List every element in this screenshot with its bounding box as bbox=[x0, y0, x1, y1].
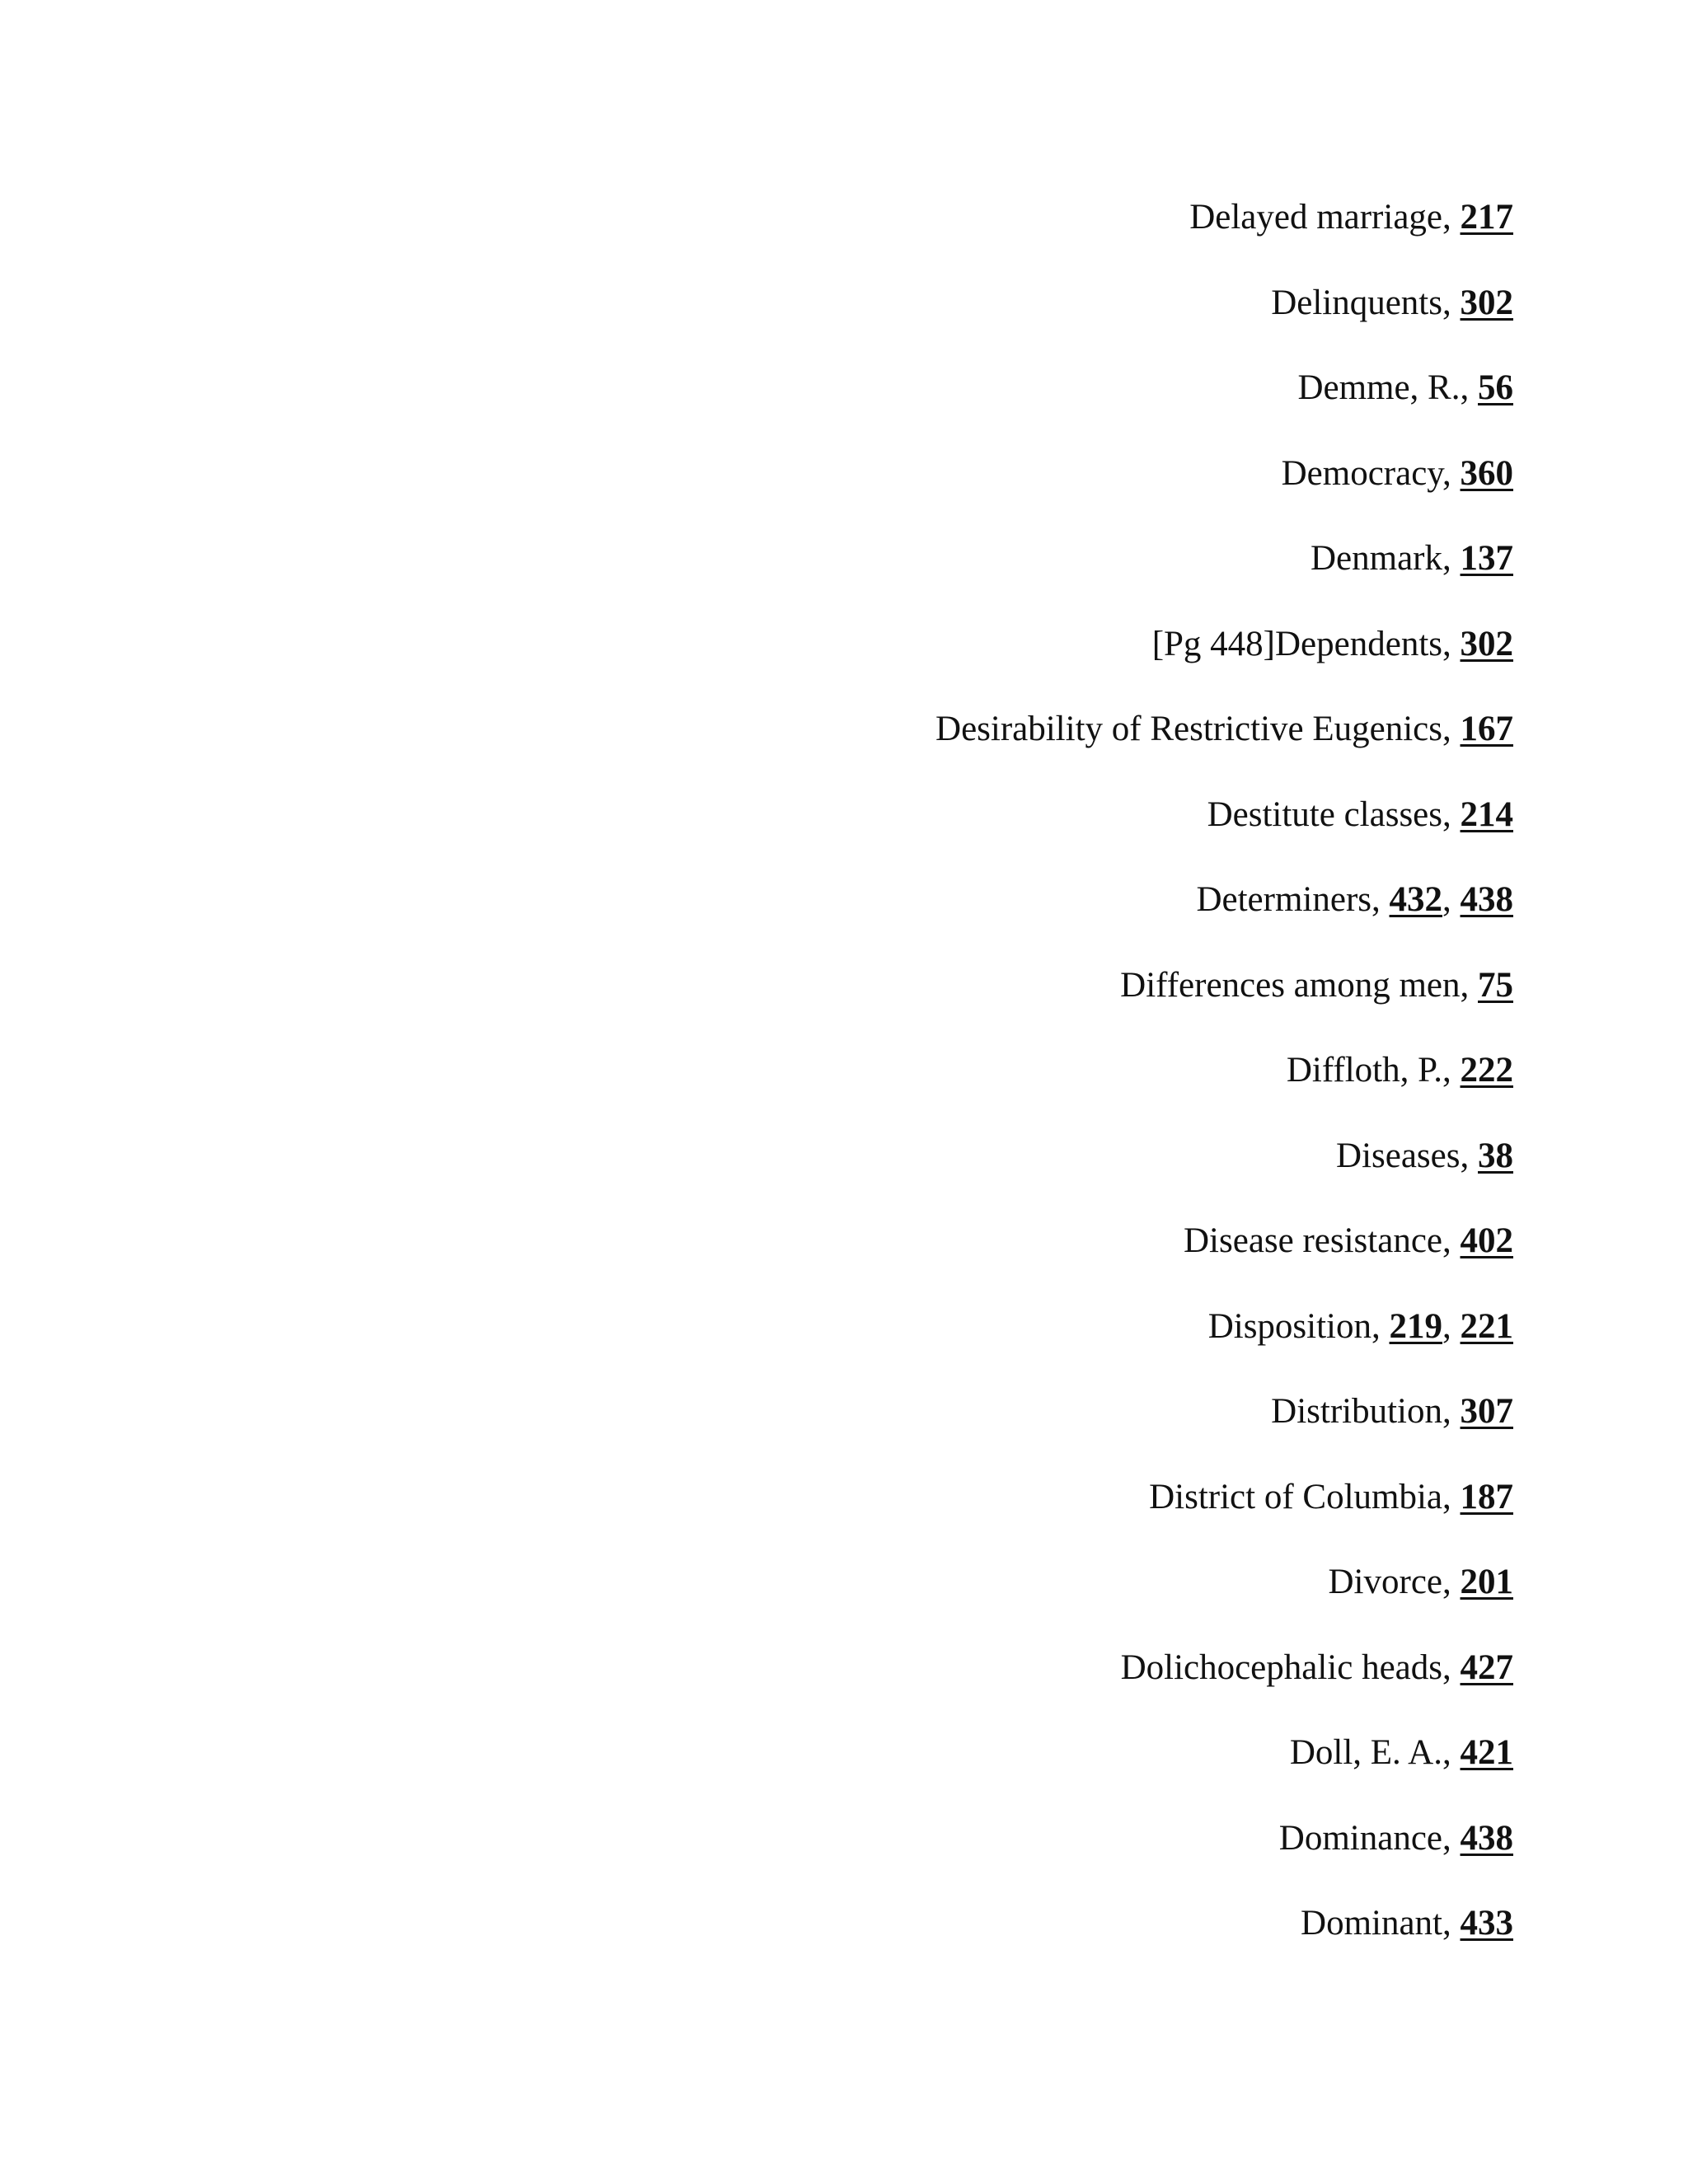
index-entry bbox=[277, 1301, 1513, 1386]
page-link[interactable]: 307 bbox=[1460, 1392, 1513, 1431]
index-term: Disease resistance, bbox=[1184, 1221, 1461, 1260]
index-entry bbox=[277, 703, 1513, 789]
index-term: Delinquents, bbox=[1271, 283, 1461, 322]
page-link[interactable]: 187 bbox=[1460, 1477, 1513, 1516]
index-term: Diseases, bbox=[1336, 1136, 1478, 1175]
index-list bbox=[277, 191, 1513, 1983]
page-link[interactable]: 360 bbox=[1460, 453, 1513, 493]
page-link[interactable]: 433 bbox=[1460, 1904, 1513, 1943]
page-separator: , bbox=[1442, 880, 1461, 919]
index-term: Desirability of Restrictive Eugenics, bbox=[935, 710, 1461, 748]
index-entry bbox=[277, 1556, 1513, 1642]
page-link[interactable]: 222 bbox=[1460, 1051, 1513, 1090]
page-link[interactable]: 201 bbox=[1460, 1563, 1513, 1601]
page-link[interactable]: 56 bbox=[1478, 368, 1513, 407]
index-entry bbox=[277, 1215, 1513, 1301]
page-link[interactable]: 217 bbox=[1460, 198, 1513, 237]
index-term: Dominant, bbox=[1301, 1904, 1461, 1943]
page-link[interactable]: 214 bbox=[1460, 794, 1513, 834]
index-entry bbox=[277, 191, 1513, 277]
index-entry bbox=[277, 959, 1513, 1045]
index-entry bbox=[277, 362, 1513, 448]
index-entry bbox=[277, 874, 1513, 959]
index-term: Divorce, bbox=[1328, 1563, 1461, 1601]
page-link[interactable]: 221 bbox=[1460, 1306, 1513, 1346]
index-term: Democracy, bbox=[1281, 453, 1461, 493]
index-term: Distribution, bbox=[1271, 1392, 1461, 1431]
index-term: Disposition, bbox=[1207, 1306, 1390, 1346]
index-term: District of Columbia, bbox=[1149, 1477, 1461, 1516]
page-separator: , bbox=[1442, 1306, 1461, 1346]
page-link[interactable]: 438 bbox=[1460, 1818, 1513, 1858]
page-link[interactable]: 75 bbox=[1478, 965, 1513, 1005]
page-link[interactable]: 167 bbox=[1460, 710, 1513, 748]
page-link[interactable]: 421 bbox=[1460, 1733, 1513, 1772]
index-term: [Pg 448]Dependents, bbox=[1151, 624, 1461, 663]
page-link[interactable]: 438 bbox=[1460, 880, 1513, 919]
index-term: Destitute classes, bbox=[1207, 794, 1461, 834]
index-entry bbox=[277, 618, 1513, 704]
index-entry bbox=[277, 1812, 1513, 1898]
page-link[interactable]: 402 bbox=[1460, 1221, 1513, 1260]
index-term: Dominance, bbox=[1278, 1818, 1461, 1858]
index-entry bbox=[277, 1897, 1513, 1983]
index-term: Dolichocephalic heads, bbox=[1120, 1647, 1461, 1687]
index-term: Delayed marriage, bbox=[1189, 198, 1461, 237]
index-entry bbox=[277, 448, 1513, 533]
index-entry bbox=[277, 1385, 1513, 1471]
index-entry bbox=[277, 789, 1513, 874]
index-term: Diffloth, P., bbox=[1286, 1051, 1461, 1090]
index-entry bbox=[277, 1130, 1513, 1216]
page-link[interactable]: 302 bbox=[1460, 283, 1513, 322]
index-entry bbox=[277, 532, 1513, 618]
page-link[interactable]: 302 bbox=[1460, 624, 1513, 663]
index-entry bbox=[277, 1727, 1513, 1812]
page-link[interactable]: 427 bbox=[1460, 1647, 1513, 1687]
page-link[interactable]: 137 bbox=[1460, 539, 1513, 578]
index-entry bbox=[277, 1642, 1513, 1727]
index-entry bbox=[277, 1471, 1513, 1557]
index-term: Demme, R., bbox=[1297, 368, 1478, 407]
index-term: Differences among men, bbox=[1120, 965, 1478, 1005]
page-link[interactable]: 38 bbox=[1478, 1136, 1513, 1175]
page-link[interactable]: 432 bbox=[1389, 880, 1442, 919]
page-link[interactable]: 219 bbox=[1389, 1306, 1442, 1346]
index-entry bbox=[277, 277, 1513, 363]
index-term: Doll, E. A., bbox=[1289, 1733, 1461, 1772]
index-term: Determiners, bbox=[1196, 880, 1390, 919]
index-entry bbox=[277, 1044, 1513, 1130]
index-term: Denmark, bbox=[1311, 539, 1461, 578]
